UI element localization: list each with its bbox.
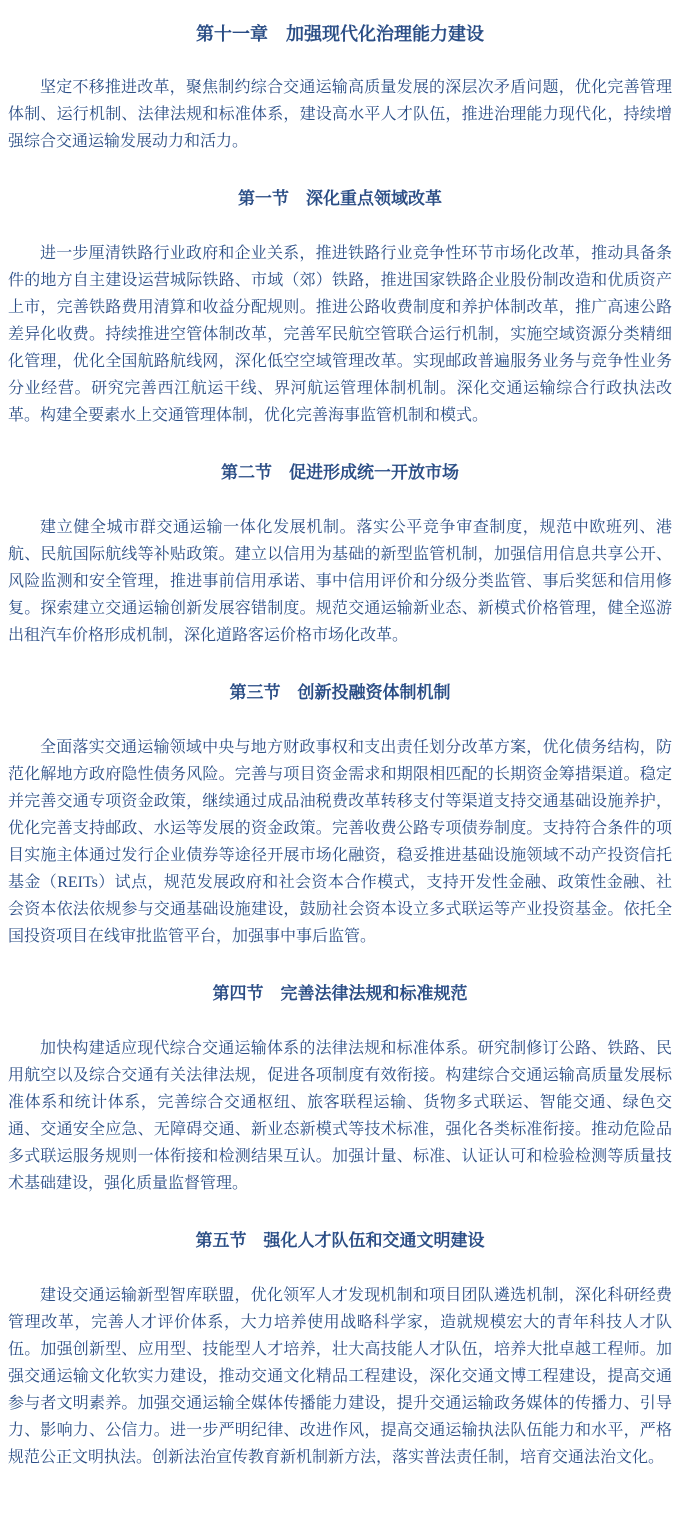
section-2-paragraph: 建立健全城市群交通运输一体化发展机制。落实公平竞争审查制度，规范中欧班列、港航、民航国际航线等补贴政策。建立以信用为基础的新型监管机制，加强信用信息共享公开、风险监测和安全管理，推进事前信用承诺、事中信用评价和分级分类监管、事后奖惩和信用修复。探索建立交通运输创新发展容错制度。规范交通运输新业态、新模式价格管理，健全巡游出租汽车价格形成机制，深化道路客运价格市场化改革。: [8, 519, 672, 644]
section-4-heading: 第四节 完善法律法规和标准规范: [212, 984, 468, 1003]
section-4: [8, 980, 672, 1197]
section-1-paragraph: 进一步厘清铁路行业政府和企业关系，推进铁路行业竞争性环节市场化改革，推动具备条件的地方自主建设运营城际铁路、市域（郊）铁路，推进国家铁路企业股份制改造和优质资产上市，完善铁路费用清算和收益分配规则。推进公路收费制度和养护体制改革，推广高速公路差异化收费。持续推进空管体制改革，完善军民航空管联合运行机制，实施空域资源分类精细化管理，优化全国航路航线网，深化低空空域管理改革。实现邮政普遍服务业务与竞争性业务分业经营。研究完善西江航运干线、界河航运管理体制机制。深化交通运输综合行政执法改革。构建全要素水上交通管理体制，优化完善海事监管机制和模式。: [8, 245, 672, 424]
section-4-paragraph: 加快构建适应现代综合交通运输体系的法律法规和标准体系。研究制修订公路、铁路、民用航空以及综合交通有关法律法规，促进各项制度有效衔接。构建综合交通运输高质量发展标准体系和统计体系，完善综合交通枢纽、旅客联程运输、货物多式联运、智能交通、绿色交通、交通安全应急、无障碍交通、新业态新模式等技术标准，强化各类标准衔接。推动危险品多式联运服务规则一体衔接和检测结果互认。加强计量、标准、认证认可和检验检测等质量技术基础建设，强化质量监督管理。: [8, 1040, 672, 1192]
section-3-heading: 第三节 创新投融资体制机制: [229, 683, 451, 702]
section-5: [8, 1227, 672, 1471]
section-3-paragraph: 全面落实交通运输领域中央与地方财政事权和支出责任划分改革方案，优化债务结构，防范化解地方政府隐性债务风险。完善与项目资金需求和期限相匹配的长期资金筹措渠道。稳定并完善交通专项资金政策，继续通过成品油税费改革转移支付等渠道支持交通基础设施养护，优化完善支持邮政、水运等发展的资金政策。完善收费公路专项债券制度。支持符合条件的项目实施主体通过发行企业债券等途径开展市场化融资，稳妥推进基础设施领域不动产投资信托基金（REITs）试点，规范发展政府和社会资本合作模式，支持开发性金融、政策性金融、社会资本依法依规参与交通基础设施建设，鼓励社会资本设立多式联运等产业投资基金。依托全国投资项目在线审批监管平台，加强事中事后监管。: [8, 739, 672, 945]
section-1: [8, 185, 672, 429]
section-5-heading: 第五节 强化人才队伍和交通文明建设: [195, 1231, 485, 1250]
chapter-intro-paragraph: 坚定不移推进改革，聚焦制约综合交通运输高质量发展的深层次矛盾问题，优化完善管理体制、运行机制、法律法规和标准体系，建设高水平人才队伍，推进治理能力现代化，持续增强综合交通运输发展动力和活力。: [8, 79, 672, 150]
section-1-heading: 第一节 深化重点领域改革: [238, 189, 442, 208]
chapter-title: 第十一章 加强现代化治理能力建设: [196, 24, 484, 44]
section-3: [8, 679, 672, 950]
section-5-paragraph: 建设交通运输新型智库联盟，优化领军人才发现机制和项目团队遴选机制，深化科研经费管理改革，完善人才评价体系，大力培养使用战略科学家，造就规模宏大的青年科技人才队伍。加强创新型、应用型、技能型人才培养，壮大高技能人才队伍，培养大批卓越工程师。加强交通运输文化软实力建设，推动交通文化精品工程建设，深化交通文博工程建设，提高交通参与者文明素养。加强交通运输全媒体传播能力建设，提升交通运输政务媒体的传播力、引导力、影响力、公信力。进一步严明纪律、改进作风，提高交通运输执法队伍能力和水平，严格规范公正文明执法。创新法治宣传教育新机制新方法，落实普法责任制，培育交通法治文化。: [8, 1287, 672, 1466]
section-2: [8, 459, 672, 649]
section-2-heading: 第二节 促进形成统一开放市场: [221, 463, 459, 482]
